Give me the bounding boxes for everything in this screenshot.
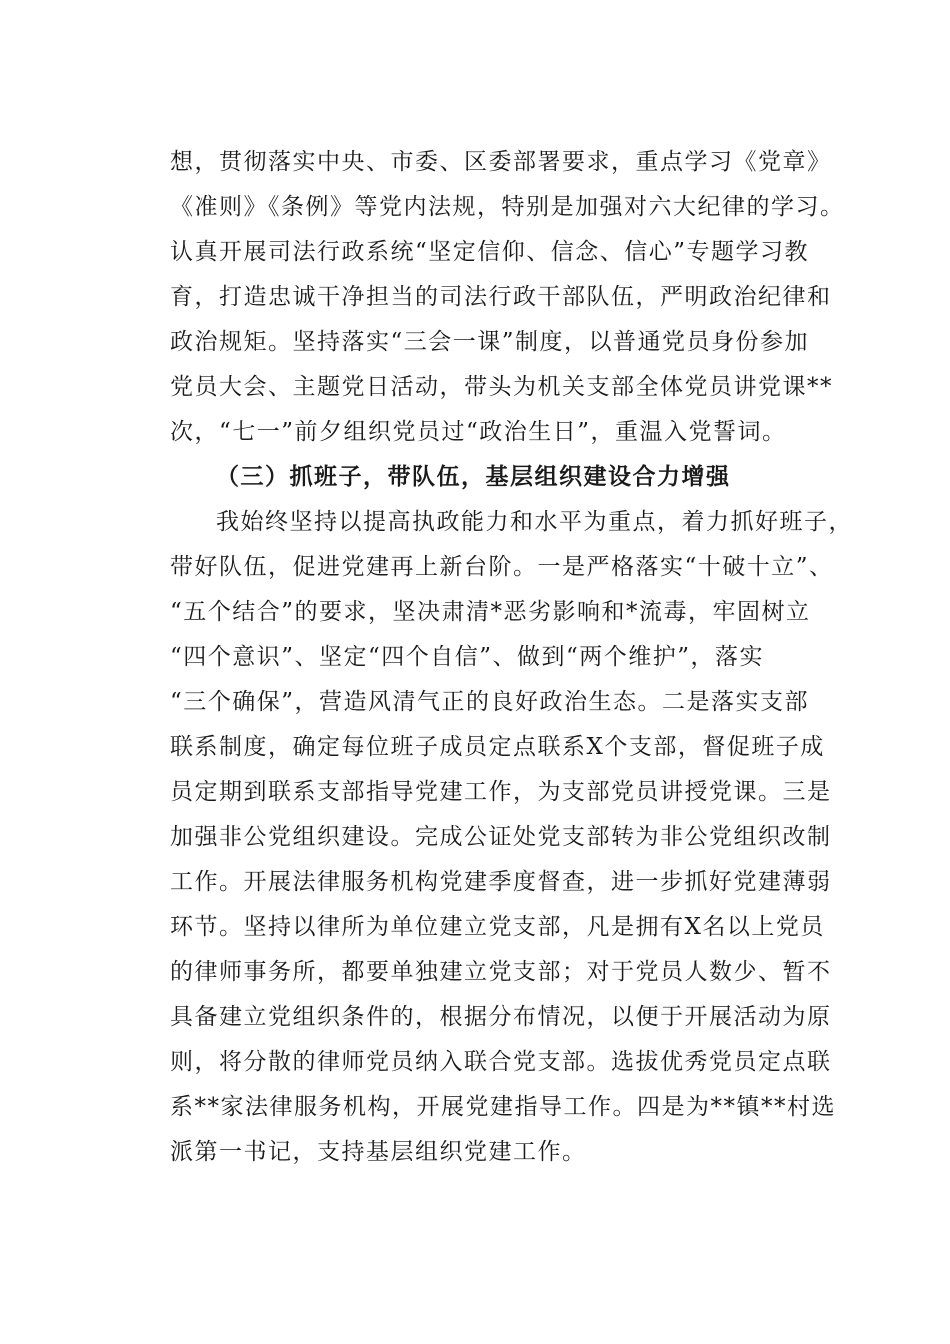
body-text-line: 党员大会、主题党日活动，带头为机关支部全体党员讲党课** — [170, 374, 833, 400]
body-text-line: 派第一书记，支持基层组织党建工作。 — [170, 1139, 587, 1165]
body-text-line: 环节。坚持以律所为单位建立党支部，凡是拥有X名以上党员 — [170, 914, 825, 940]
section-heading: （三）抓班子，带队伍，基层组织建设合力增强 — [216, 463, 731, 490]
body-text-line: 的律师事务所，都要单独建立党支部；对于党员人数少、暂不 — [170, 959, 832, 985]
body-text-line: 则，将分散的律师党员纳入联合党支部。选拔优秀党员定点联 — [170, 1049, 832, 1075]
body-text-line: “四个意识”、坚定“四个自信”、做到“两个维护”，落实 — [170, 644, 765, 670]
body-text-line: 政治规矩。坚持落实“三会一课”制度，以普通党员身份参加 — [170, 329, 810, 355]
body-text-line: 育，打造忠诚干净担当的司法行政干部队伍，严明政治纪律和 — [170, 284, 832, 310]
body-text-line: 工作。开展法律服务机构党建季度督查，进一步抓好党建薄弱 — [170, 869, 832, 895]
body-text-line: 联系制度，确定每位班子成员定点联系X个支部，督促班子成 — [170, 734, 825, 760]
body-text-line: 员定期到联系支部指导党建工作，为支部党员讲授党课。三是 — [170, 779, 832, 805]
body-text-line: 次，“七一”前夕组织党员过“政治生日”，重温入党誓词。 — [170, 419, 787, 445]
body-text-line: 具备建立党组织条件的，根据分布情况，以便于开展活动为原 — [170, 1004, 832, 1030]
body-text-line: 《准则》《条例》等党内法规，特别是加强对六大纪律的学习。 — [170, 194, 845, 220]
body-text-line: 我始终坚持以提高执政能力和水平为重点，着力抓好班子， — [216, 509, 853, 535]
body-text-line: 想，贯彻落实中央、市委、区委部署要求，重点学习《党章》 — [170, 149, 832, 175]
body-text-line: 系**家法律服务机构，开展党建指导工作。四是为**镇**村选 — [170, 1094, 836, 1120]
body-text-line: “五个结合”的要求，坚决肃清*恶劣影响和*流毒，牢固树立 — [170, 599, 811, 625]
body-text-line: “三个确保”，营造风清气正的良好政治生态。二是落实支部 — [170, 689, 810, 715]
body-text-line: 认真开展司法行政系统“坚定信仰、信念、信心”专题学习教 — [170, 239, 810, 265]
body-text-line: 加强非公党组织建设。完成公证处党支部转为非公党组织改制 — [170, 824, 832, 850]
body-text-line: 带好队伍，促进党建再上新台阶。一是严格落实“十破十立”、 — [170, 554, 834, 580]
